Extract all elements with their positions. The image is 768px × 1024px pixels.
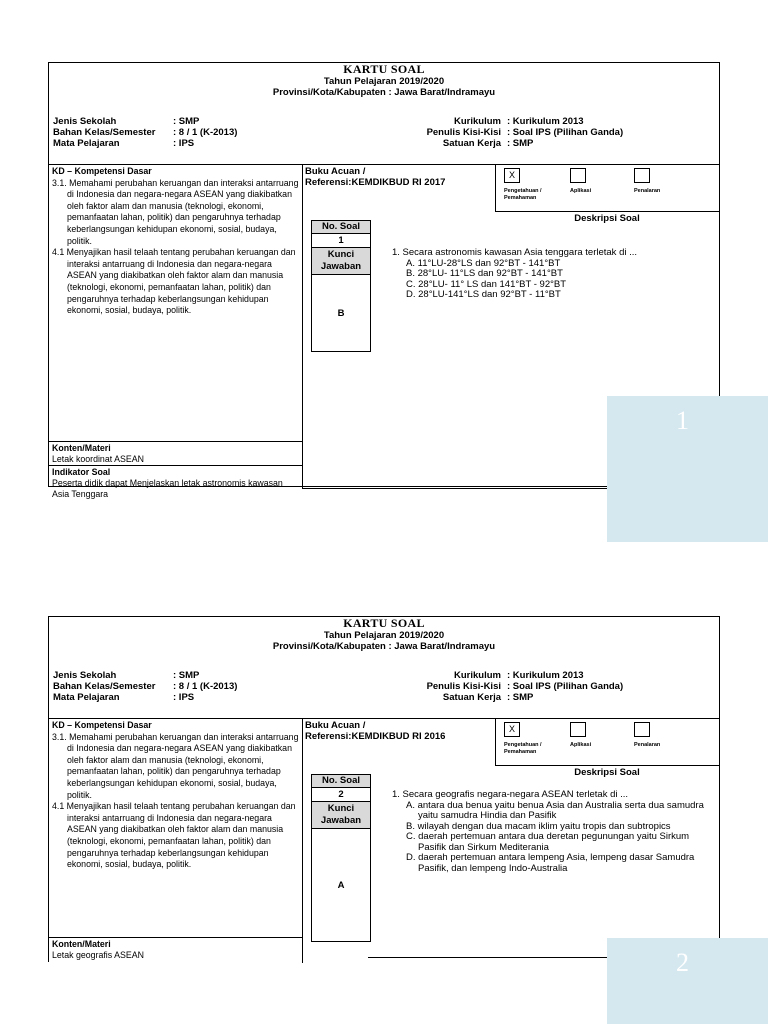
right-column <box>302 718 719 963</box>
meta-value: : Kurikulum 2013 <box>507 670 584 681</box>
kd-title: KD – Kompetensi Dasar <box>52 166 152 176</box>
option-d: D. 28°LU-141°LS dan 92°BT - 11°BT <box>406 289 561 300</box>
konten-text: Letak koordinat ASEAN <box>52 454 144 464</box>
question-card-2 <box>48 616 720 962</box>
option-b: B. wilayah dengan dua macam iklim yaitu tropis dan subtropics <box>406 820 671 832</box>
meta-label: Satuan Kerja <box>442 138 501 149</box>
card-title: KARTU SOAL <box>343 62 425 76</box>
level-label: Pengetahuan / Pemahaman <box>504 188 542 201</box>
reference <box>305 166 445 188</box>
card-header <box>49 63 719 98</box>
kunci-label: Kunci Jawaban <box>312 248 370 275</box>
meta-value: : SMP <box>507 692 534 703</box>
question <box>392 248 722 301</box>
province: Provinsi/Kota/Kabupaten : Jawa Barat/Indramayu <box>272 641 496 652</box>
province: Provinsi/Kota/Kabupaten : Jawa Barat/Indramayu <box>272 87 496 98</box>
kd-section <box>49 719 302 872</box>
answer-box <box>311 774 371 942</box>
kd-item: 3.1. Memahami perubahan keruangan dan interaksi antarruang di Indonesia dan negara-negara ASEAN yang diakibatkan oleh faktor alam dan manusia (teknologi, ekonomi, pemanfaatan lahan, politik) dan pengaruhnya terhadap keberlangsungan kehidupan ekonomi, sosial, budaya, politik. <box>52 731 299 800</box>
reference <box>305 720 445 742</box>
page-number: 2 <box>676 948 689 977</box>
konten-title: Konten/Materi <box>52 939 111 949</box>
indikator-text: Peserta didik dapat Menjelaskan letak astronomis kawasan Asia Tenggara <box>52 478 283 499</box>
level-label: Aplikasi <box>570 742 592 748</box>
kd-item: 4.1 Menyajikan hasil telaah tentang perubahan keruangan dan interaksi antarruang di Indonesia dan negara-negara ASEAN yang diakibatkan oleh faktor alam dan manusia (teknologi, ekonomi, pemanfaatan lahan, politik) dan pengaruhnya terhadap keberlangsungan kehidupan ekonomi, sosial, budaya, politik. <box>52 801 296 870</box>
option-a: A. antara dua benua yaitu benua Asia dan Australia serta dua samudra yaitu samudra Hindia dan Pasifik <box>406 799 704 821</box>
meta-label: Bahan Kelas/Semester <box>53 681 156 692</box>
page-number-badge <box>607 938 768 1024</box>
level-label: Pengetahuan / Pemahaman <box>504 742 542 755</box>
level-label: Penalaran <box>634 742 661 748</box>
reference-label: Buku Acuan / <box>305 720 366 731</box>
answer-box <box>311 220 371 352</box>
page-number-badge <box>607 396 768 542</box>
kunci-value: B <box>337 307 345 319</box>
no-soal-label: No. Soal <box>312 221 370 234</box>
question-text: 1. Secara geografis negara-negara ASEAN terletak di ... <box>392 789 629 800</box>
option-a: A. 11°LU-28°LS dan 92°BT - 141°BT <box>406 257 561 269</box>
level-checkbox-aplikasi[interactable] <box>570 722 586 737</box>
level-checkbox-penalaran[interactable] <box>634 722 650 737</box>
meta-label: Jenis Sekolah <box>53 116 117 127</box>
deskripsi-title: Deskripsi Soal <box>574 767 640 778</box>
indikator-title: Indikator Soal <box>52 467 111 477</box>
meta-label: Mata Pelajaran <box>53 138 120 149</box>
konten-section <box>49 441 302 466</box>
card-header <box>49 617 719 652</box>
reference-value: Referensi:KEMDIKBUD RI 2017 <box>305 177 446 188</box>
deskripsi-title: Deskripsi Soal <box>574 213 640 224</box>
kd-section <box>49 165 302 318</box>
page-number: 1 <box>676 406 689 435</box>
no-soal-value: 1 <box>312 234 370 248</box>
academic-year: Tahun Pelajaran 2019/2020 <box>323 76 445 87</box>
meta-label: Penulis Kisi-Kisi <box>426 127 501 138</box>
no-soal-label: No. Soal <box>312 775 370 788</box>
level-checkbox-pengetahuan[interactable]: X <box>504 168 520 183</box>
meta-value: : 8 / 1 (K-2013) <box>173 127 238 138</box>
meta-label: Kurikulum <box>454 670 501 681</box>
meta-label: Mata Pelajaran <box>53 692 120 703</box>
konten-title: Konten/Materi <box>52 443 111 453</box>
level-label: Penalaran <box>634 188 661 194</box>
kd-item: 4.1 Menyajikan hasil telaah tentang perubahan keruangan dan interaksi antarruang di Indonesia dan negara-negara ASEAN yang diakibatkan oleh faktor alam dan manusia (teknologi, ekonomi, pemanfaatan lahan, politik) dan pengaruhnya terhadap keberlangsungan kehidupan ekonomi, sosial, budaya, politik. <box>52 247 296 316</box>
level-checkbox-aplikasi[interactable] <box>570 168 586 183</box>
kd-title: KD – Kompetensi Dasar <box>52 720 152 730</box>
meta-label: Bahan Kelas/Semester <box>53 127 156 138</box>
meta-value: : Soal IPS (Pilihan Ganda) <box>507 127 624 138</box>
question <box>392 790 717 874</box>
meta-label: Jenis Sekolah <box>53 670 117 681</box>
kunci-label: Kunci Jawaban <box>312 802 370 829</box>
meta-value: : 8 / 1 (K-2013) <box>173 681 238 692</box>
left-column <box>49 718 303 963</box>
no-soal-value: 2 <box>312 788 370 802</box>
card-title: KARTU SOAL <box>343 616 425 630</box>
meta-label: Satuan Kerja <box>442 692 501 703</box>
konten-text: Letak geografis ASEAN <box>52 950 144 960</box>
meta-value: : SMP <box>173 670 200 681</box>
kunci-value: A <box>337 879 345 891</box>
meta-value: : Kurikulum 2013 <box>507 116 584 127</box>
option-d: D. daerah pertemuan antara lempeng Asia, lempeng dasar Samudra Pasifik, dan lempeng Indo-Australia <box>406 852 695 874</box>
option-b: B. 28°LU- 11°LS dan 92°BT - 141°BT <box>406 268 563 279</box>
level-checkbox-pengetahuan[interactable]: X <box>504 722 520 737</box>
meta-value: : IPS <box>173 692 195 703</box>
level-checkbox-penalaran[interactable] <box>634 168 650 183</box>
left-column <box>49 164 303 499</box>
question-text: 1. Secara astronomis kawasan Asia tenggara terletak di ... <box>392 247 638 258</box>
option-c: C. daerah pertemuan antara dua deretan pegunungan yaitu Sirkum Pasifik dan Sirkum Mediterania <box>406 831 690 853</box>
meta-value: : Soal IPS (Pilihan Ganda) <box>507 681 624 692</box>
academic-year: Tahun Pelajaran 2019/2020 <box>323 630 445 641</box>
meta-label: Penulis Kisi-Kisi <box>426 681 501 692</box>
meta-value: : SMP <box>507 138 534 149</box>
reference-value: Referensi:KEMDIKBUD RI 2016 <box>305 731 446 742</box>
level-label: Aplikasi <box>570 188 592 194</box>
indikator-section <box>49 465 302 501</box>
kd-item: 3.1. Memahami perubahan keruangan dan interaksi antarruang di Indonesia dan negara-negara ASEAN yang diakibatkan oleh faktor alam dan manusia (teknologi, ekonomi, pemanfaatan lahan, politik) dan pengaruhnya terhadap keberlangsungan kehidupan ekonomi, sosial, budaya, politik. <box>52 177 299 246</box>
reference-label: Buku Acuan / <box>305 166 366 177</box>
meta-label: Kurikulum <box>454 116 501 127</box>
meta-value: : IPS <box>173 138 195 149</box>
option-c: C. 28°LU- 11° LS dan 141°BT - 92°BT <box>406 278 567 290</box>
konten-section <box>49 937 302 962</box>
meta-value: : SMP <box>173 116 200 127</box>
